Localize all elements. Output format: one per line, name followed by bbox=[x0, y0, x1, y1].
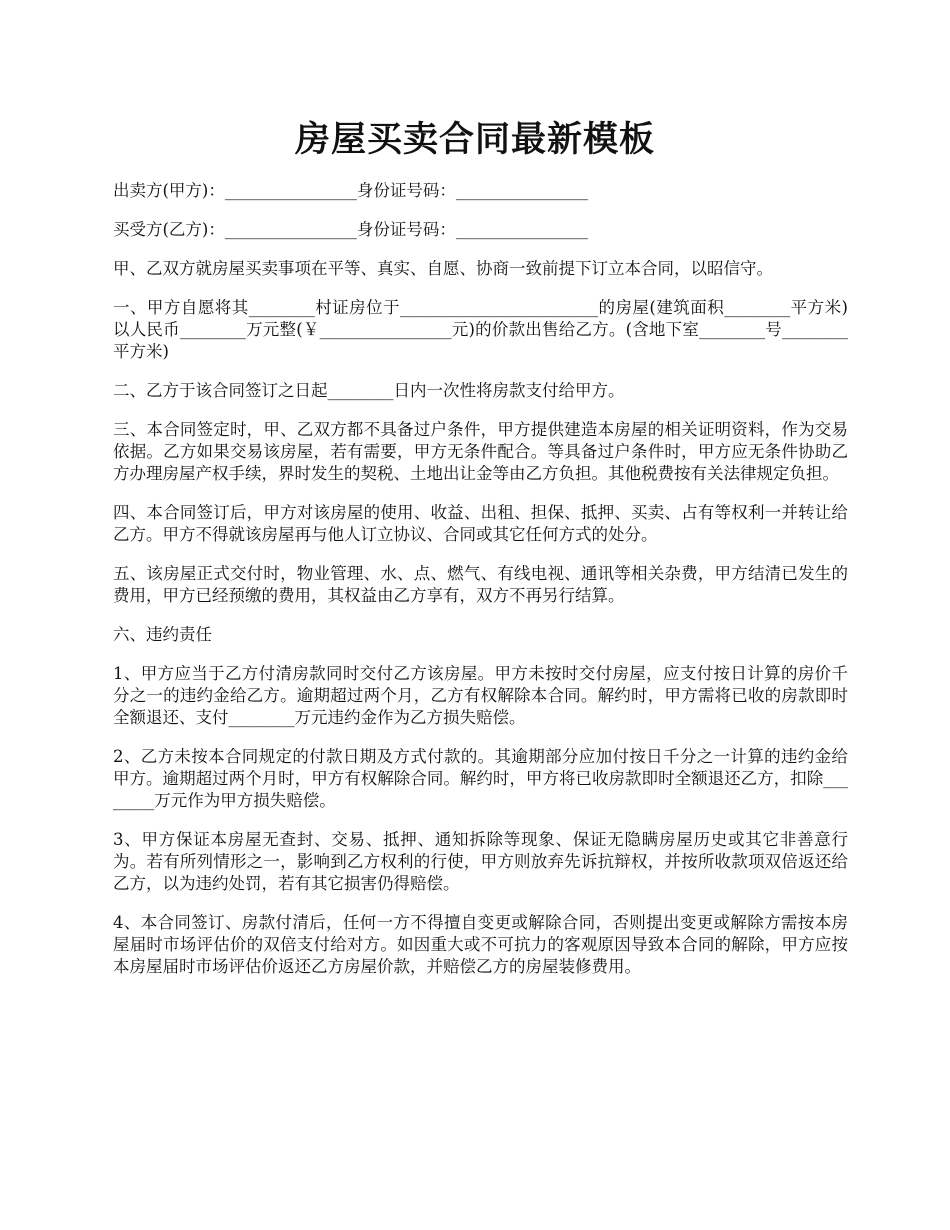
document-body bbox=[113, 180, 848, 995]
breach-item-1: 1、甲方应当于乙方付清房款同时交付乙方该房屋。甲方未按时交付房屋，应支付按日计算的房价千分之一的违约金给乙方。逾期超过两个月，乙方有权解除本合同。解约时，甲方需将已收的房款即时全额退还、支付________万元违约金作为乙方损失赔偿。 bbox=[113, 664, 848, 727]
breach-item-2: 2、乙方未按本合同规定的付款日期及方式付款的。其逾期部分应加付按日千分之一计算的违约金给甲方。逾期超过两个月时，甲方有权解除合同。解约时，甲方将已收房款即时全额退还乙方，扣除________万元作为甲方损失赔偿。 bbox=[113, 747, 848, 810]
breach-item-4: 4、本合同签订、房款付清后，任何一方不得擅自变更或解除合同，否则提出变更或解除方需按本房屋届时市场评估价的双倍支付给对方。如因重大或不可抗力的客观原因导致本合同的解除，甲方应按本房屋届时市场评估价返还乙方房屋价款，并赔偿乙方的房屋装修费用。 bbox=[113, 913, 848, 976]
preamble-paragraph: 甲、乙双方就房屋买卖事项在平等、真实、自愿、协商一致前提下订立本合同，以昭信守。 bbox=[113, 259, 773, 278]
clause-1-paragraph: 一、甲方自愿将其________村证房位于________________________的房屋(建筑面积________平方米)以人民币________万元整(￥________________元)的价款出售给乙方。(含地下室________号________平方米) bbox=[113, 298, 848, 361]
breach-item-3: 3、甲方保证本房屋无查封、交易、抵押、通知拆除等现象、保证无隐瞒房屋历史或其它非善意行为。若有所列情形之一，影响到乙方权利的行使，甲方则放弃先诉抗辩权，并按所收款项双倍返还给乙方，以为违约处罚，若有其它损害仍得赔偿。 bbox=[113, 830, 848, 893]
clause-5-paragraph: 五、该房屋正式交付时，物业管理、水、点、燃气、有线电视、通讯等相关杂费，甲方结清已发生的费用，甲方已经预缴的费用，其权益由乙方享有，双方不再另行结算。 bbox=[113, 564, 848, 605]
clause-4-paragraph: 四、本合同签订后，甲方对该房屋的使用、收益、出租、担保、抵押、买卖、占有等权利一并转让给乙方。甲方不得就该房屋再与他人订立协议、合同或其它任何方式的处分。 bbox=[113, 503, 848, 544]
buyer-line: 买受方(乙方)：________________身份证号码：________________ bbox=[113, 220, 588, 239]
clause-2-paragraph: 二、乙方于该合同签订之日起________日内一次性将房款支付给甲方。 bbox=[113, 381, 625, 400]
seller-line: 出卖方(甲方)：________________身份证号码：________________ bbox=[113, 181, 588, 200]
clause-3-paragraph: 三、本合同签定时，甲、乙双方都不具备过户条件，甲方提供建造本房屋的相关证明资料，作为交易依据。乙方如果交易该房屋，若有需要，甲方无条件配合。等具备过户条件时，甲方应无条件协助乙方办理房屋产权手续，界时发生的契税、土地出让金等由乙方负担。其他税费按有关法律规定负担。 bbox=[113, 420, 848, 483]
document-title: 房屋买卖合同最新模板 bbox=[294, 119, 655, 160]
breach-heading: 六、违约责任 bbox=[113, 625, 212, 644]
